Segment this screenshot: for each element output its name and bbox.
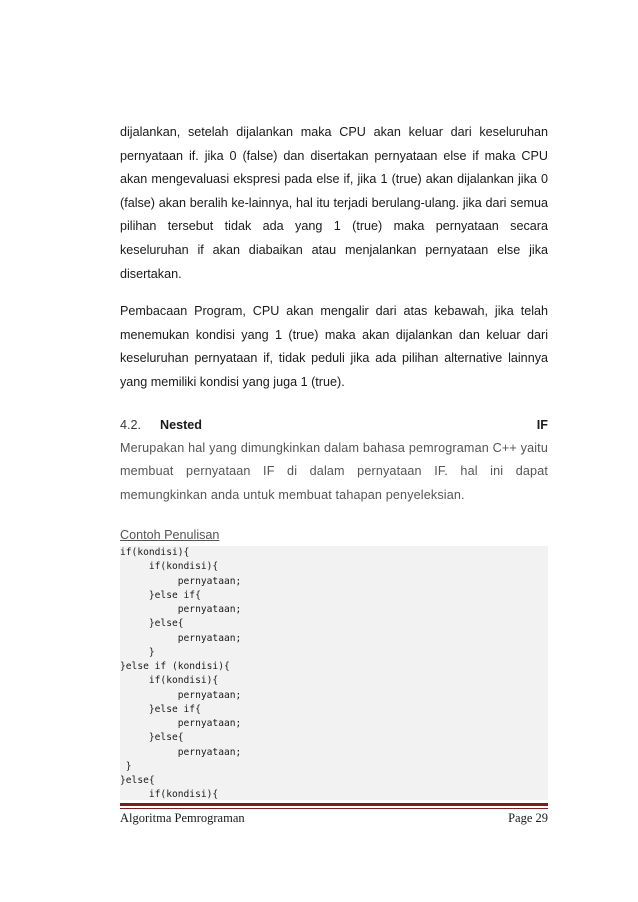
code-line: }: [120, 646, 155, 658]
code-line: pernyataan;: [120, 632, 242, 644]
code-line: }else if{: [120, 703, 201, 715]
code-line: }: [120, 760, 132, 772]
section-heading: [120, 415, 548, 435]
page-content: [120, 121, 548, 545]
code-listing: [120, 546, 548, 800]
footer-rule-thick: [120, 803, 548, 806]
footer-book-title: Algoritma Pemrograman: [120, 811, 245, 825]
section-number: 4.2.: [120, 417, 142, 432]
section-title-right: IF: [536, 417, 548, 432]
page-footer: [120, 811, 548, 826]
section-description: Merupakan hal yang dimungkinkan dalam bahasa pemrograman C++ yaitu membuat pernyataan IF di dalam pernyataan IF. hal ini dapat memungkinkan anda untuk membuat tahapan penyeleksian.: [120, 440, 548, 502]
footer-page-number: Page 29: [508, 811, 548, 825]
footer-rule-thin: [120, 808, 548, 809]
code-line: pernyataan;: [120, 575, 242, 587]
code-block: [120, 546, 548, 800]
code-line: }else{: [120, 732, 184, 744]
code-line: pernyataan;: [120, 604, 242, 615]
code-line: if(kondisi){: [120, 547, 190, 558]
code-line: }else{: [120, 775, 155, 786]
paragraph-if-else-explanation: dijalankan, setelah dijalankan maka CPU akan keluar dari keseluruhan pernyataan if. jika 0 (false) dan disertakan pernyataan else if maka CPU akan mengevaluasi ekspresi pada else if, jika 1 (true) akan dijalankan jika 0 (false) akan beralih ke-lainnya, hal itu terjadi berulang-ulang. jika dari semua pilihan tersebut tidak ada yang 1 (true) maka pernyataan secara keseluruhan if akan diabaikan atau menjalankan pernyataan else jika disertakan.: [120, 125, 548, 281]
code-line: }else if (kondisi){: [120, 661, 230, 672]
code-line: }else if{: [120, 589, 201, 601]
code-line: if(kondisi){: [120, 675, 219, 687]
code-line: pernyataan;: [120, 689, 242, 701]
code-line: if(kondisi){: [120, 789, 219, 800]
code-line: pernyataan;: [120, 746, 242, 758]
section-title: Nested: [160, 417, 202, 432]
code-line: }else{: [120, 618, 184, 630]
code-line: pernyataan;: [120, 718, 242, 729]
paragraph-program-flow: Pembacaan Program, CPU akan mengalir dari atas kebawah, jika telah menemukan kondisi yang 1 (true) maka akan dijalankan dan keluar dari keseluruhan pernyataan if, tidak peduli jika ada pilihan alternative lainnya yang memiliki kondisi yang juga 1 (true).: [120, 304, 548, 389]
code-line: if(kondisi){: [120, 561, 219, 573]
example-label: Contoh Penulisan: [120, 528, 220, 543]
